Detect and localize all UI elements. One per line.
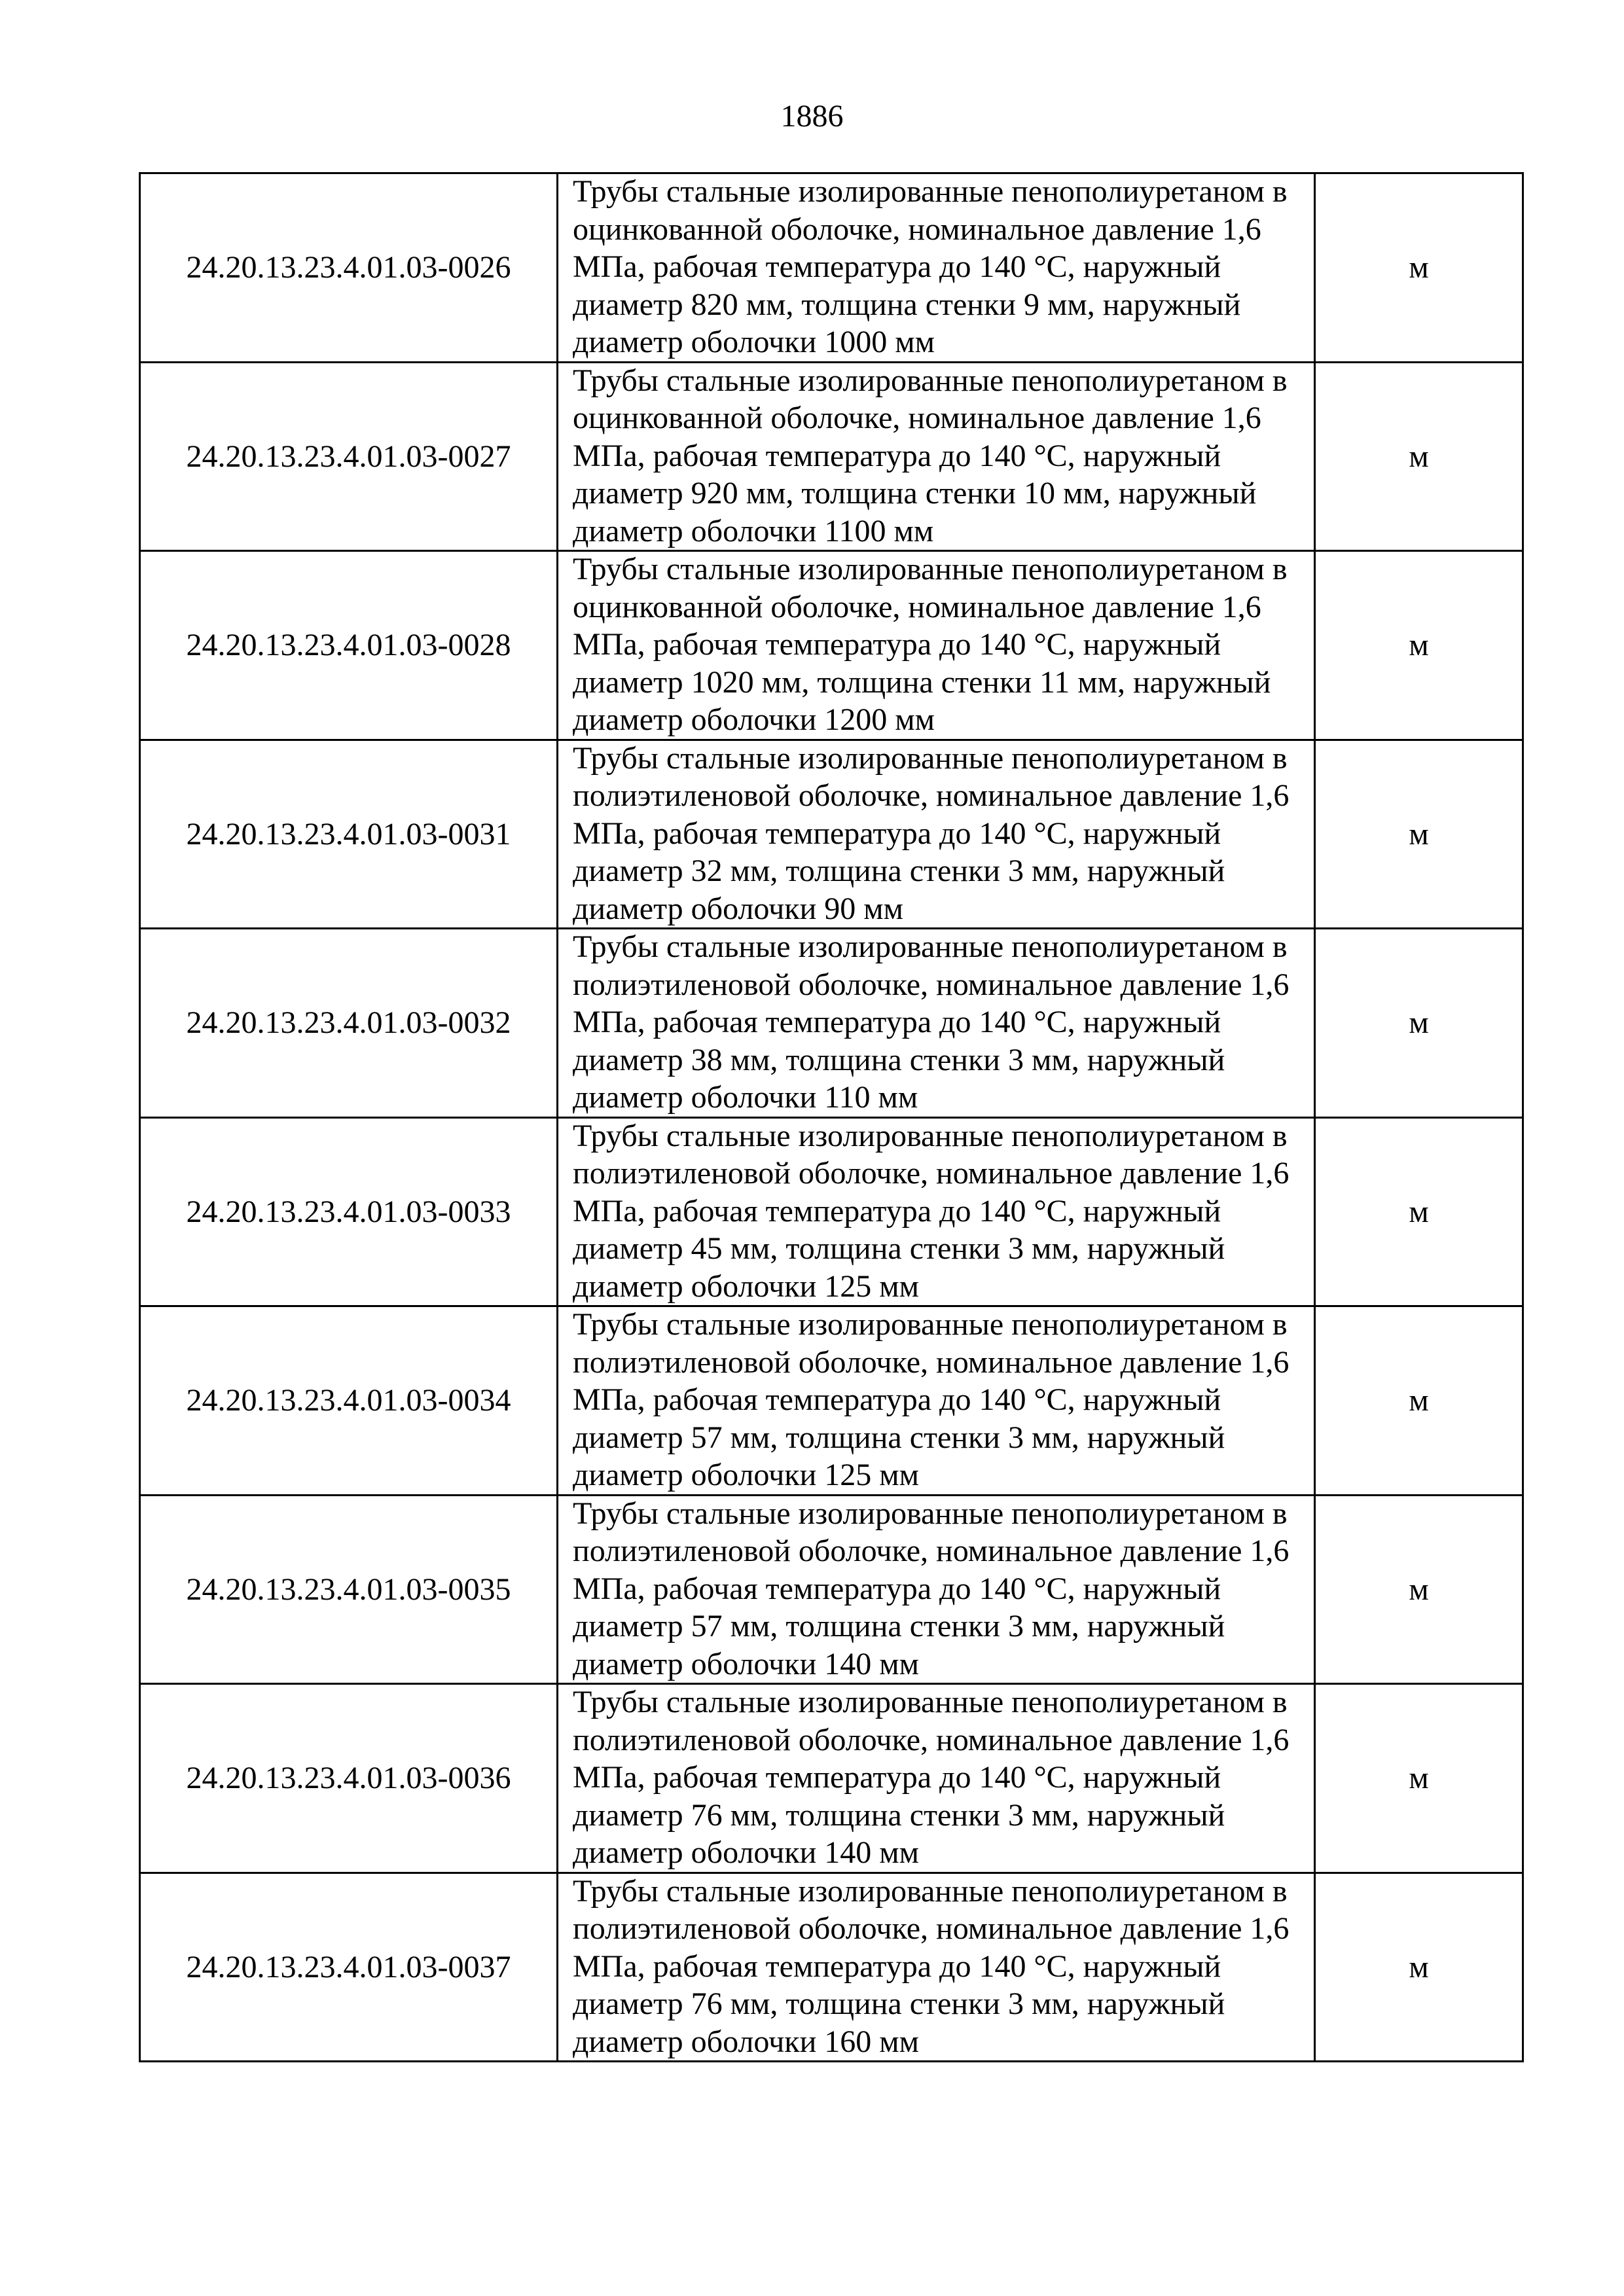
- resource-unit: м: [1315, 1306, 1523, 1496]
- table-row: [140, 173, 1523, 363]
- resource-unit: м: [1315, 551, 1523, 740]
- resource-unit: м: [1315, 1873, 1523, 2062]
- resource-description-text: Трубы стальные изолированные пенополиуретаном в полиэтиленовой оболочке, номинальное давление 1,6 МПа, рабочая температура до 140 °С, наружный диаметр 45 мм, толщина стенки 3 мм, наружный диаметр оболочки 125 мм: [573, 1118, 1290, 1304]
- resource-description-text: Трубы стальные изолированные пенополиуретаном в оцинкованной оболочке, номинальное давление 1,6 МПа, рабочая температура до 140 °С, наружный диаметр 1020 мм, толщина стенки 11 мм, наружный диаметр оболочки 1200 мм: [573, 552, 1288, 737]
- resource-unit: м: [1315, 1684, 1523, 1873]
- resource-description: [558, 1117, 1315, 1306]
- table-row: [140, 929, 1523, 1118]
- table-row: [140, 1495, 1523, 1684]
- resource-unit: м: [1315, 1495, 1523, 1684]
- resource-unit: м: [1315, 740, 1523, 929]
- table-row: [140, 1684, 1523, 1873]
- resource-code: 24.20.13.23.4.01.03-0035: [140, 1495, 558, 1684]
- resource-description: [558, 173, 1315, 363]
- resource-description: [558, 362, 1315, 551]
- resource-code: 24.20.13.23.4.01.03-0027: [140, 362, 558, 551]
- resource-description: [558, 1684, 1315, 1873]
- resource-description: [558, 1495, 1315, 1684]
- table-row: [140, 551, 1523, 740]
- table-row: [140, 740, 1523, 929]
- resource-unit: м: [1315, 173, 1523, 363]
- resource-description-text: Трубы стальные изолированные пенополиуретаном в полиэтиленовой оболочке, номинальное давление 1,6 МПа, рабочая температура до 140 °С, наружный диаметр 76 мм, толщина стенки 3 мм, наружный диаметр оболочки 160 мм: [573, 1873, 1290, 2059]
- resource-description-text: Трубы стальные изолированные пенополиуретаном в оцинкованной оболочке, номинальное давление 1,6 МПа, рабочая температура до 140 °С, наружный диаметр 820 мм, толщина стенки 9 мм, наружный диаметр оболочки 1000 мм: [573, 174, 1288, 359]
- resource-code: 24.20.13.23.4.01.03-0033: [140, 1117, 558, 1306]
- resource-description-text: Трубы стальные изолированные пенополиуретаном в оцинкованной оболочке, номинальное давление 1,6 МПа, рабочая температура до 140 °С, наружный диаметр 920 мм, толщина стенки 10 мм, наружный диаметр оболочки 1100 мм: [573, 363, 1288, 548]
- resource-description-text: Трубы стальные изолированные пенополиуретаном в полиэтиленовой оболочке, номинальное давление 1,6 МПа, рабочая температура до 140 °С, наружный диаметр 38 мм, толщина стенки 3 мм, наружный диаметр оболочки 110 мм: [573, 929, 1290, 1115]
- resource-code: 24.20.13.23.4.01.03-0028: [140, 551, 558, 740]
- resource-description: [558, 551, 1315, 740]
- table-row: [140, 1117, 1523, 1306]
- resource-description-text: Трубы стальные изолированные пенополиуретаном в полиэтиленовой оболочке, номинальное давление 1,6 МПа, рабочая температура до 140 °С, наружный диаметр 57 мм, толщина стенки 3 мм, наружный диаметр оболочки 140 мм: [573, 1496, 1290, 1681]
- table-row: [140, 362, 1523, 551]
- page-number: 1886: [780, 99, 844, 134]
- table-row: [140, 1306, 1523, 1496]
- resource-description-text: Трубы стальные изолированные пенополиуретаном в полиэтиленовой оболочке, номинальное давление 1,6 МПа, рабочая температура до 140 °С, наружный диаметр 32 мм, толщина стенки 3 мм, наружный диаметр оболочки 90 мм: [573, 740, 1290, 926]
- resource-description: [558, 740, 1315, 929]
- resource-code: 24.20.13.23.4.01.03-0037: [140, 1873, 558, 2062]
- resource-table-body: [140, 173, 1523, 2062]
- resource-table: [139, 172, 1524, 2062]
- table-row: [140, 1873, 1523, 2062]
- resource-unit: м: [1315, 929, 1523, 1118]
- resource-description: [558, 1306, 1315, 1496]
- resource-description: [558, 1873, 1315, 2062]
- resource-code: 24.20.13.23.4.01.03-0026: [140, 173, 558, 363]
- resource-code: 24.20.13.23.4.01.03-0036: [140, 1684, 558, 1873]
- resource-description-text: Трубы стальные изолированные пенополиуретаном в полиэтиленовой оболочке, номинальное давление 1,6 МПа, рабочая температура до 140 °С, наружный диаметр 57 мм, толщина стенки 3 мм, наружный диаметр оболочки 125 мм: [573, 1307, 1290, 1492]
- resource-code: 24.20.13.23.4.01.03-0032: [140, 929, 558, 1118]
- resource-description-text: Трубы стальные изолированные пенополиуретаном в полиэтиленовой оболочке, номинальное давление 1,6 МПа, рабочая температура до 140 °С, наружный диаметр 76 мм, толщина стенки 3 мм, наружный диаметр оболочки 140 мм: [573, 1685, 1290, 1870]
- resource-unit: м: [1315, 1117, 1523, 1306]
- resource-code: 24.20.13.23.4.01.03-0031: [140, 740, 558, 929]
- resource-code: 24.20.13.23.4.01.03-0034: [140, 1306, 558, 1496]
- resource-unit: м: [1315, 362, 1523, 551]
- resource-description: [558, 929, 1315, 1118]
